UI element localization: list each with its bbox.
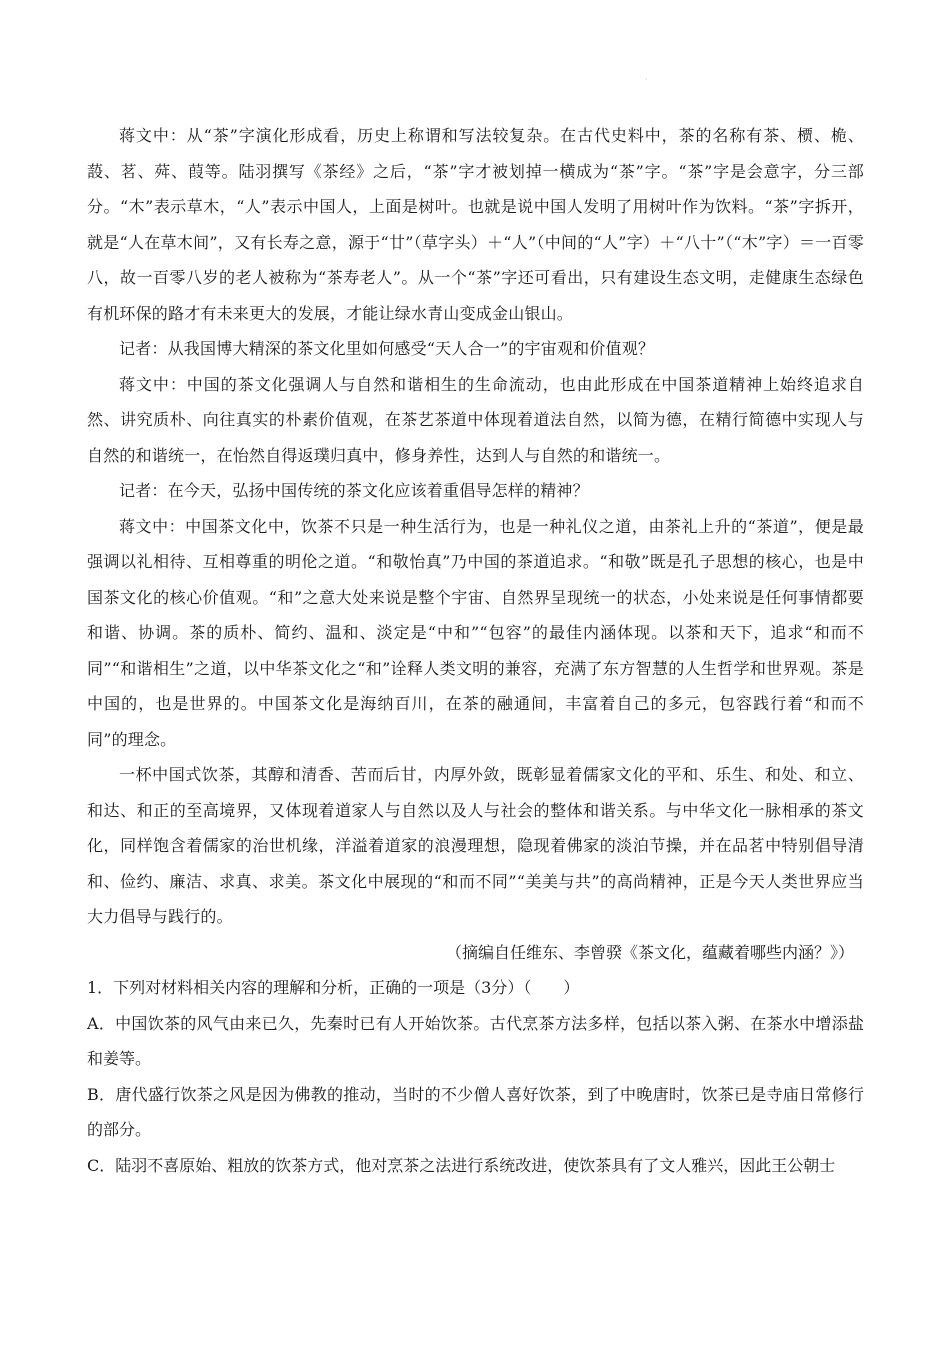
paragraph-tea-character: 蒋文中：从“茶”字演化形成看，历史上称谓和写法较复杂。在古代史料中，茶的名称有茶、槚、桅、蔎、茗、荈、葭等。陆羽撰写《茶经》之后，“茶”字才被划掉一横成为“茶”字。“茶”字是会意字，分三部分。“木”表示草木，“人”表示中国人，上面是树叶。也就是说中国人发明了用树叶作为饮料。“茶”字拆开，就是“人在草木间”，又有长寿之意，源于“廿”（草字头）＋“人”（中间的“人”字）＋“八十”（“木”字）＝一百零八，故一百零八岁的老人被称为“茶寿老人”。从一个“茶”字还可看出，只有建设生态文明，走健康生态绿色有机环保的路才有未来更大的发展，才能让绿水青山变成金山银山。 [87,126,864,323]
article-source: （摘编自任维东、李曾骙《茶文化，蕴藏着哪些内涵？》） [445,942,854,962]
paragraph-reporter-question-2: 记者：在今天，弘扬中国传统的茶文化应该着重倡导怎样的精神？ [119,481,589,500]
option-c: C．陆羽不喜原始、粗放的饮茶方式，他对烹茶之法进行系统改进，使饮茶具有了文人雅兴，因此王公朝士 [87,1155,836,1175]
option-b: B．唐代盛行饮茶之风是因为佛教的推动，当时的不少僧人喜好饮茶，到了中晚唐时，饮茶已是寺庙日常修行的部分。 [87,1084,864,1139]
question-block [87,970,864,1183]
paragraph-harmony-nature: 蒋文中：中国的茶文化强调人与自然和谐相生的生命流动，也由此形成在中国茶道精神上始终追求自然、讲究质朴、向往真实的朴素价值观，在茶艺茶道中体现着道法自然，以简为德，在精行简德中实现人与自然的和谐统一，在怡然自得返璞归真中，修身养性，达到人与自然的和谐统一。 [87,374,864,465]
option-a: A．中国饮茶的风气由来已久，先秦时已有人开始饮茶。古代烹茶方法多样，包括以茶入粥、在茶水中增添盐和姜等。 [87,1013,864,1068]
paragraph-tea-etiquette: 蒋文中：中国茶文化中，饮茶不只是一种生活行为，也是一种礼仪之道，由茶礼上升的“茶道”，便是最强调以礼相待、互相尊重的明伦之道。“和敬怡真”乃中国的茶道追求。“和敬”既是孔子思想的核心，也是中国茶文化的核心价值观。“和”之意大处来说是整个宇宙、自然界呈现统一的状态，小处来说是任何事情都要和谐、协调。茶的质朴、简约、温和、淡定是“中和”“包容”的最佳内涵体现。以茶和天下，追求“和而不同”“和谐相生”之道，以中华茶文化之“和”诠释人类文明的兼容，充满了东方智慧的人生哲学和世界观。茶是中国的，也是世界的。中国茶文化是海纳百川，在茶的融通间，丰富着自己的多元，包容践行着“和而不同”的理念。 [87,516,864,749]
article-body [87,118,864,1183]
paragraph-reporter-question-1: 记者：从我国博大精深的茶文化里如何感受“天人合一”的宇宙观和价值观？ [119,339,655,358]
page-corner-mark: · [645,75,648,84]
question-stem: 1．下列对材料相关内容的理解和分析，正确的一项是（3分）（ ） [87,978,580,997]
paragraph-chinese-tea: 一杯中国式饮茶，其醇和清香、苦而后甘，内厚外敛，既彰显着儒家文化的平和、乐生、和处、和立、和达、和正的至高境界，又体现着道家人与自然以及人与社会的整体和谐关系。与中华文化一脉相承的茶文化，同样饱含着儒家的治世机缘，洋溢着道家的浪漫理想，隐现着佛家的淡泊节操，并在品茗中特别倡导清和、俭约、廉洁、求真、求美。茶文化中展现的“和而不同”“美美与共”的高尚精神，正是今天人类世界应当大力倡导与践行的。 [87,765,864,926]
